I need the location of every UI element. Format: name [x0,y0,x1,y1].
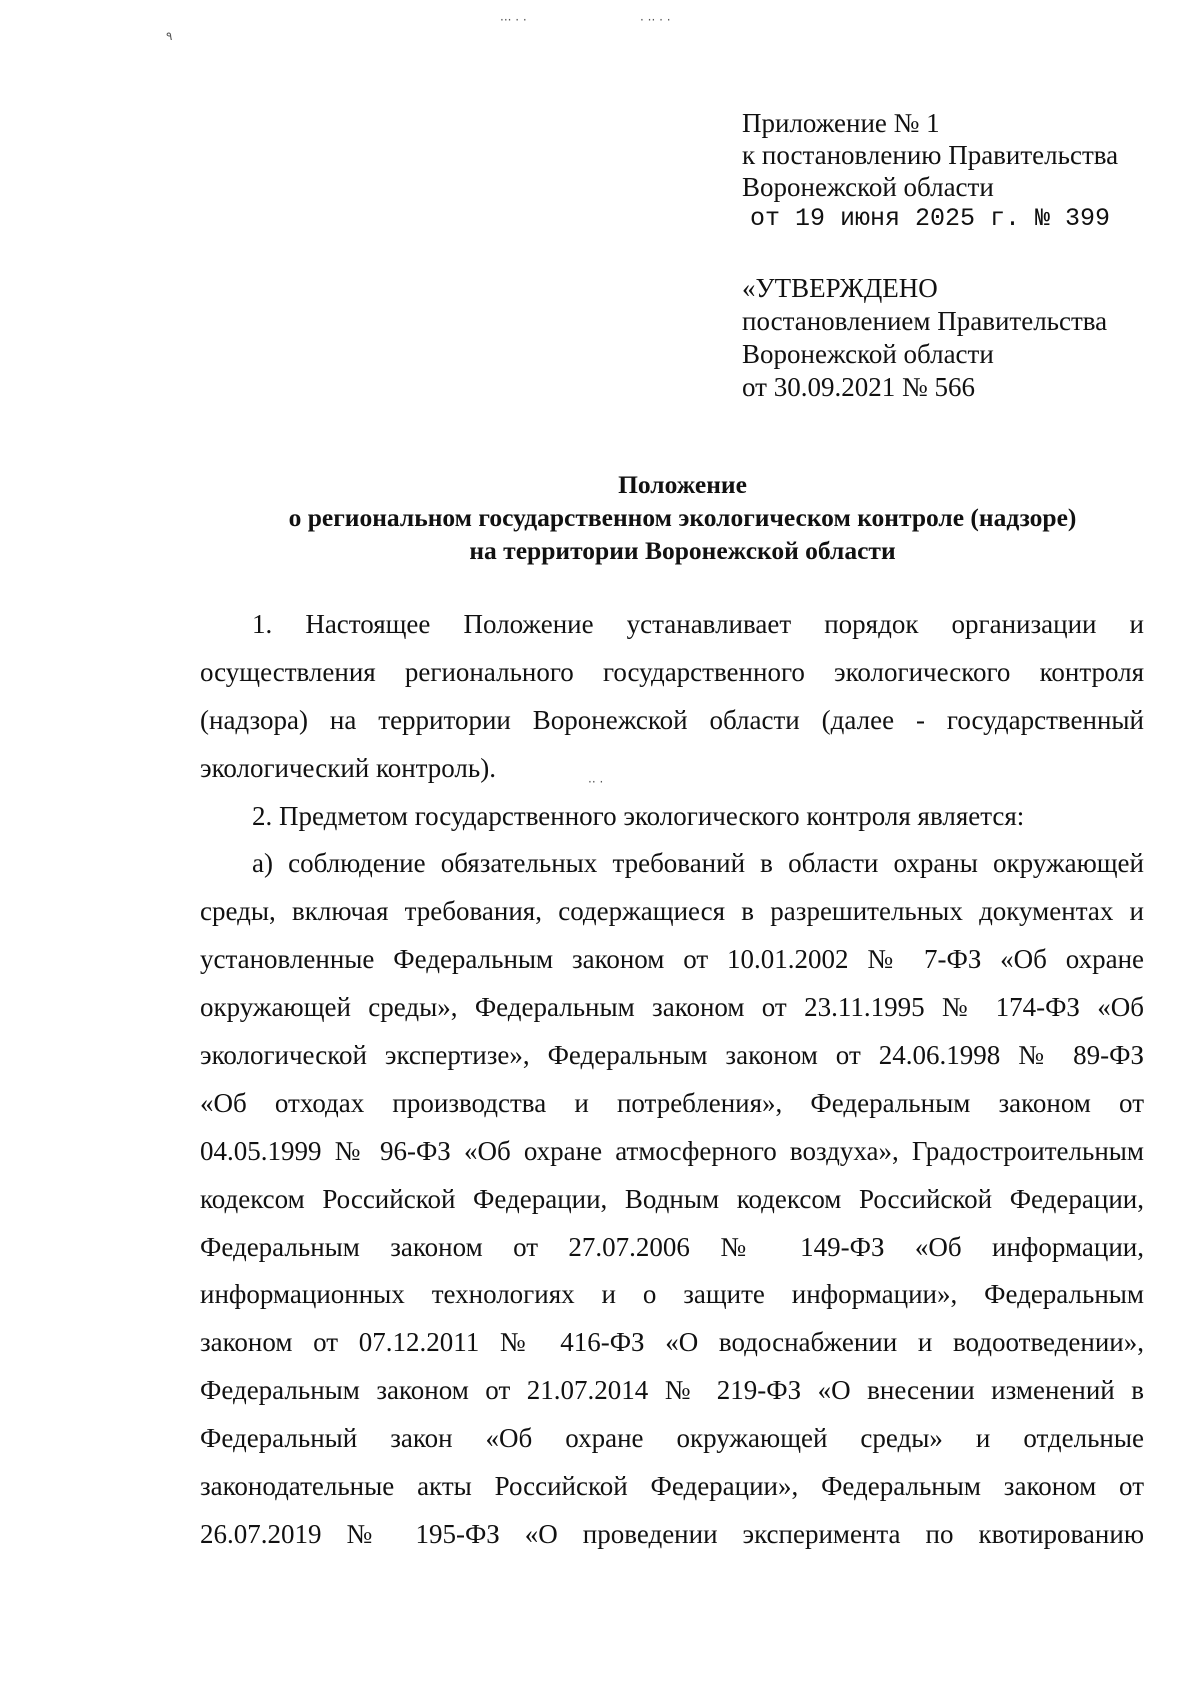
body-line: установленные Федеральным законом от 10.01.2002 № 7-ФЗ «Об охране [200,944,1144,975]
document-title [200,468,1165,567]
body-line: (надзора) на территории Воронежской области (далее - государственный [200,704,1144,735]
approved-line: от 30.09.2021 № 566 [742,372,975,402]
body-line: 04.05.1999 № 96-ФЗ «Об охране атмосферного воздуха», Градостроительным [200,1135,1144,1166]
body-line: 1. Настоящее Положение устанавливает порядок организации и [252,609,1144,639]
approved-line: постановлением Правительства [742,306,1108,336]
body-line: а) соблюдение обязательных требований в области охраны окружающей [252,848,1144,879]
body-line: информационных технологиях и о защите информации», Федеральным [200,1279,1144,1310]
body-line: законом от 07.12.2011 № 416-ФЗ «О водоснабжении и водоотведении», [200,1327,1144,1358]
title-line: Положение [618,470,747,499]
appendix-line: к постановлению Правительства [742,140,1119,170]
appendix-line: Воронежской области [742,172,994,202]
body-line: Федеральный закон «Об охране окружающей среды» и отдельные [200,1423,1144,1454]
title-line: о региональном государственном экологическом контроле (надзоре) [288,503,1077,532]
body-line: 26.07.2019 № 195-ФЗ «О проведении эксперимента по квотированию [200,1518,1144,1549]
body-line: Федеральным законом от 27.07.2006 № 149-ФЗ «Об информации, [200,1231,1144,1262]
body-line: среды, включая требования, содержащиеся в разрешительных документах и [200,896,1144,927]
scan-speck: · ·· · · [640,13,671,27]
body-line: кодексом Российской Федерации, Водным кодексом Российской Федерации, [200,1183,1144,1214]
body-line: Федеральным законом от 21.07.2014 № 219-ФЗ «О внесении изменений в [200,1375,1144,1406]
scan-speck: ··· · · [500,13,527,27]
body-line: «Об отходах производства и потребления», Федеральным законом от [200,1087,1144,1118]
approved-header [742,272,1162,404]
body-line: окружающей среды», Федеральным законом от 23.11.1995 № 174-ФЗ «Об [200,992,1144,1023]
body-line: законодательные акты Российской Федерации», Федеральным законом от [200,1471,1144,1502]
body-line: осуществления регионального государственного экологического контроля [200,656,1144,687]
scan-speck: ٩ [166,29,173,43]
body-line: экологический контроль). [200,752,496,783]
body-line: экологической экспертизе», Федеральным законом от 24.06.1998 № 89-ФЗ [200,1040,1144,1071]
scan-speck: ·· · [588,775,604,789]
body-line: 2. Предметом государственного экологического контроля является: [252,800,1025,831]
approved-line: «УТВЕРЖДЕНО [742,273,938,303]
appendix-date-line: от 19 июня 2025 г. № 399 [750,204,1111,233]
approved-line: Воронежской области [742,339,994,369]
document-body [200,601,1144,1559]
appendix-header [742,107,1162,235]
appendix-line: Приложение № 1 [742,108,940,138]
title-line: на территории Воронежской области [469,536,896,565]
